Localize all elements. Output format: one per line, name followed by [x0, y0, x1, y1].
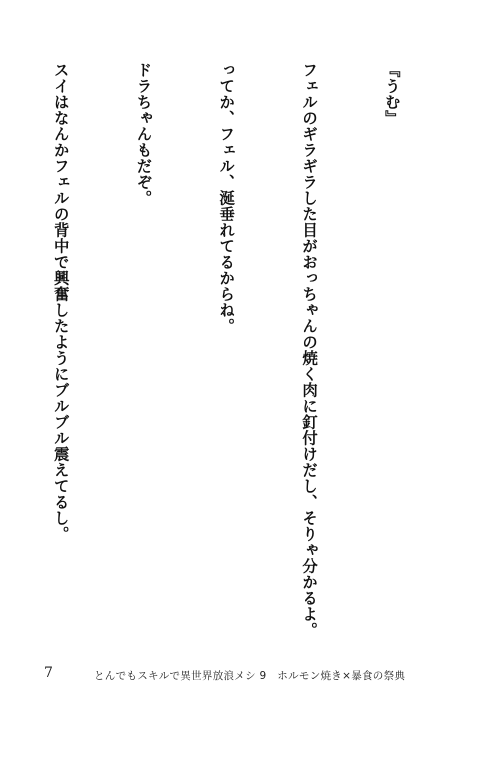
body-text — [0, 62, 460, 662]
text-line: ドラちゃんもだぞ。 — [134, 62, 153, 206]
text-line: ってか、フェル、涎垂れてるからね。 — [217, 62, 236, 334]
running-title: とんでもスキルで異世界放浪メシ 9 ホルモン焼き×暴食の祭典 — [94, 670, 406, 682]
text-line: 『うむ』 — [382, 62, 401, 126]
text-line: フェルのギラギラした目がおっちゃんの焼く肉に釘付けだし、そりゃ分かるよ。 — [300, 62, 319, 638]
page-number: 7 — [44, 665, 53, 681]
text-line: スイはなんかフェルの背中で興奮したようにブルブル震えてるし。 — [51, 62, 70, 542]
